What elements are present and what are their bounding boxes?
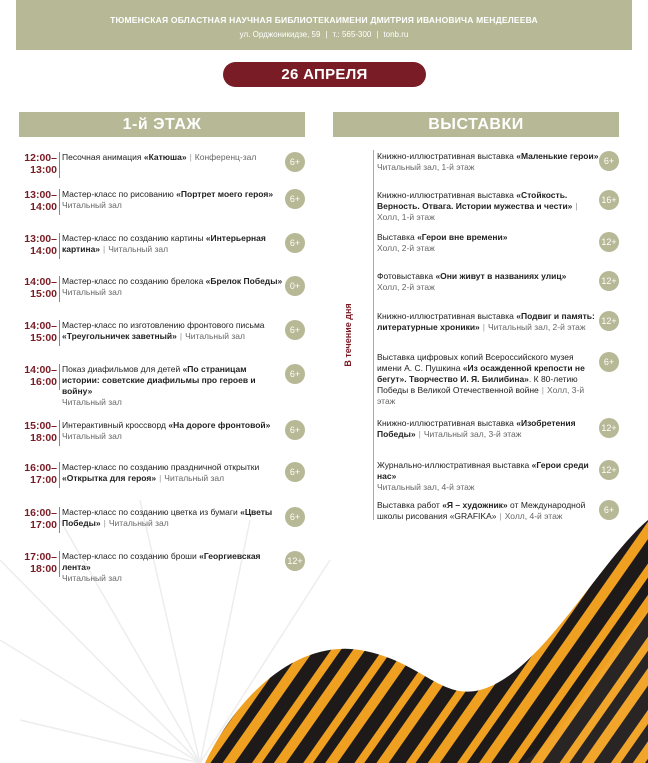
end-time: 18:00	[30, 563, 57, 575]
location: Читальный зал, 3-й этаж	[423, 429, 522, 439]
item-description	[377, 271, 599, 293]
event-body	[62, 364, 284, 408]
item-description	[62, 189, 284, 211]
item-description	[62, 320, 284, 342]
divider	[59, 462, 60, 488]
description-text: Мастер-класс по созданию брелока	[62, 276, 206, 286]
separator: |	[179, 331, 183, 341]
age-rating-badge: 12+	[599, 311, 619, 331]
event-title: «Герои среди нас»	[377, 460, 589, 481]
age-rating-badge: 16+	[599, 190, 619, 210]
divider	[59, 152, 60, 178]
age-rating-badge: 12+	[285, 551, 305, 571]
header-banner	[16, 0, 632, 50]
event-time	[19, 233, 57, 257]
exhibition-body	[377, 232, 599, 254]
item-description	[62, 551, 284, 584]
description-text: Мастер-класс по созданию праздничной открытки	[62, 462, 260, 472]
location: Читальный зал	[185, 331, 245, 341]
location: Холл, 1-й этаж	[377, 212, 435, 222]
phone: т.: 565-300	[332, 30, 372, 39]
event-time	[19, 189, 57, 213]
divider	[59, 276, 60, 302]
event-time	[19, 507, 57, 531]
age-rating-badge: 6+	[285, 507, 305, 527]
event-body	[62, 420, 284, 442]
location: Читальный зал	[108, 518, 169, 528]
end-time: 15:00	[30, 332, 57, 344]
first-floor-title: 1-й ЭТАЖ	[19, 112, 305, 137]
event-title: «Открытка для героя»	[62, 473, 157, 483]
location: Холл, 3-й этаж	[377, 385, 585, 406]
location: Читальный зал, 4-й этаж	[377, 482, 475, 492]
item-description	[377, 500, 599, 522]
end-time: 17:00	[30, 474, 57, 486]
item-description	[62, 233, 284, 255]
location: Читальный зал	[62, 287, 122, 297]
description-text: Выставка цифровых копий Всероссийского музея имени А. С. Пушкина	[377, 352, 574, 373]
event-title: «Брелок Победы»	[205, 276, 283, 286]
event-title: «Они живут в названиях улиц»	[435, 271, 567, 281]
start-time: 17:00–	[24, 551, 57, 563]
item-description	[377, 418, 599, 440]
age-rating-badge: 6+	[599, 500, 619, 520]
age-rating-badge: 6+	[285, 462, 305, 482]
description-text: Мастер-класс по созданию броши	[62, 551, 200, 561]
description-text: Выставка работ	[377, 500, 443, 510]
description-text: Книжно-иллюстративная выставка	[377, 151, 517, 161]
exhibitions-divider	[373, 150, 374, 520]
event-time	[19, 420, 57, 444]
exhibition-body	[377, 311, 599, 333]
address: ул. Орджоникидзе, 59	[239, 30, 321, 39]
location: Читальный зал	[108, 244, 169, 254]
item-description	[377, 151, 599, 173]
location: Читальный зал	[62, 431, 122, 441]
item-description	[62, 276, 284, 298]
event-title: «Изобретения Победы»	[377, 418, 576, 439]
description-text: Книжно-иллюстративная выставка	[377, 418, 517, 428]
location: Холл, 4-й этаж	[504, 511, 563, 521]
event-title: «Портрет моего героя»	[176, 189, 274, 199]
separator: |	[418, 429, 421, 439]
description-text: от Международной школы рисования «GRAFIKA»	[377, 500, 586, 521]
age-rating-badge: 6+	[285, 420, 305, 440]
end-time: 15:00	[30, 288, 57, 300]
location: Конференц-зал	[194, 152, 257, 162]
description-text: Книжно-иллюстративная выставка	[377, 311, 517, 321]
separator: |	[499, 511, 502, 521]
end-time: 17:00	[30, 519, 57, 531]
event-body	[62, 551, 284, 584]
age-rating-badge: 6+	[599, 151, 619, 171]
event-body	[62, 189, 284, 211]
event-body	[62, 320, 284, 342]
location: Холл, 2-й этаж	[377, 243, 435, 253]
separator: |	[325, 30, 328, 39]
exhibition-row	[377, 151, 621, 173]
start-time: 14:00–	[24, 320, 57, 332]
age-rating-badge: 0+	[285, 276, 305, 296]
location: Читальный зал	[164, 473, 225, 483]
description-text: Журнально-иллюстративная выставка	[377, 460, 532, 470]
start-time: 14:00–	[24, 276, 57, 288]
exhibition-body	[377, 352, 599, 407]
event-time	[19, 276, 57, 300]
site-link[interactable]: tonb.ru	[383, 30, 409, 39]
description-text: Мастер-класс по созданию картины	[62, 233, 206, 243]
location: Читальный зал, 1-й этаж	[377, 162, 475, 172]
event-title: «Подвиг и память: литературные хроники»	[377, 311, 595, 332]
organization-name: ТЮМЕНСКАЯ ОБЛАСТНАЯ НАУЧНАЯ БИБЛИОТЕКАИМЕНИ ДМИТРИЯ ИВАНОВИЧА МЕНДЕЛЕЕВА	[110, 15, 538, 25]
exhibition-body	[377, 151, 599, 173]
event-title: «Я – художник»	[442, 500, 508, 510]
start-time: 16:00–	[24, 462, 57, 474]
event-title: «Маленькие герои»	[516, 151, 599, 161]
location: Читальный зал	[62, 200, 122, 210]
separator: |	[103, 518, 106, 528]
start-time: 14:00–	[24, 364, 57, 376]
event-title: «Цветы Победы»	[62, 507, 273, 528]
event-body	[62, 507, 284, 529]
separator: |	[103, 244, 106, 254]
divider	[59, 551, 60, 577]
age-rating-badge: 12+	[599, 271, 619, 291]
description-text: Песочная анимация	[62, 152, 144, 162]
age-rating-badge: 12+	[599, 232, 619, 252]
end-time: 16:00	[30, 376, 57, 388]
item-description	[377, 190, 599, 223]
event-time	[19, 364, 57, 388]
event-time	[19, 551, 57, 575]
age-rating-badge: 12+	[599, 418, 619, 438]
exhibition-row	[377, 500, 621, 522]
contacts-line	[16, 30, 632, 39]
start-time: 13:00–	[24, 233, 57, 245]
age-rating-badge: 12+	[599, 460, 619, 480]
event-title: «Из осажденной крепости не бегут». Творчество И. Я. Билибина»	[377, 363, 585, 384]
event-title: «Георгиевская лента»	[62, 551, 261, 572]
description-text: Книжно-иллюстративная выставка	[377, 190, 517, 200]
description-text: Показ диафильмов для детей	[62, 364, 183, 374]
age-rating-badge: 6+	[285, 152, 305, 172]
description-text: Мастер-класс по изготовлению фронтового письма	[62, 320, 265, 330]
item-description	[62, 364, 284, 408]
description-text: Интерактивный кроссворд	[62, 420, 169, 430]
age-rating-badge: 6+	[285, 320, 305, 340]
exhibition-row	[377, 460, 621, 493]
event-body	[62, 462, 284, 484]
location: Читальный зал, 2-й этаж	[488, 322, 586, 332]
exhibition-body	[377, 271, 599, 293]
exhibition-row	[377, 352, 621, 407]
location: Читальный зал	[62, 573, 122, 583]
start-time: 15:00–	[24, 420, 57, 432]
separator: |	[541, 385, 544, 395]
start-time: 12:00–	[24, 152, 57, 164]
description-text: Выставка	[377, 232, 418, 242]
item-description	[377, 232, 599, 254]
exhibition-body	[377, 418, 599, 440]
separator: |	[575, 201, 578, 211]
divider	[59, 507, 60, 533]
age-rating-badge: 6+	[285, 364, 305, 384]
separator: |	[482, 322, 485, 332]
divider	[59, 189, 60, 215]
description-text: . К 80-летию Победы в Великой Отечественной войне	[377, 374, 578, 395]
exhibition-row	[377, 418, 621, 440]
exhibition-row	[377, 232, 621, 254]
during-day-label: В течение дня	[343, 303, 353, 367]
event-time	[19, 152, 57, 176]
end-time: 14:00	[30, 201, 57, 213]
separator: |	[159, 473, 162, 483]
divider	[59, 420, 60, 446]
item-description	[62, 462, 284, 484]
separator: |	[189, 152, 192, 162]
divider	[59, 233, 60, 259]
divider	[59, 364, 60, 390]
exhibition-row	[377, 311, 621, 333]
event-body	[62, 233, 284, 255]
start-time: 16:00–	[24, 507, 57, 519]
end-time: 18:00	[30, 432, 57, 444]
exhibition-row	[377, 190, 621, 223]
location: Холл, 2-й этаж	[377, 282, 435, 292]
exhibitions-title: ВЫСТАВКИ	[333, 112, 619, 137]
exhibition-body	[377, 190, 599, 223]
date-badge: 26 АПРЕЛЯ	[223, 62, 426, 87]
description-text: Мастер-класс по созданию цветка из бумаги	[62, 507, 241, 517]
event-title: «По страницам истории: советские диафильмы про героев и войну»	[62, 364, 256, 396]
exhibition-row	[377, 271, 621, 293]
event-title: «Интерьерная картина»	[62, 233, 266, 254]
item-description	[62, 420, 284, 442]
end-time: 13:00	[30, 164, 57, 176]
event-title: «Катюша»	[143, 152, 187, 162]
event-body	[62, 152, 284, 163]
event-time	[19, 462, 57, 486]
item-description	[377, 460, 599, 493]
separator: |	[376, 30, 379, 39]
event-title: «Стойкость. Верность. Отвага. Истории мужества и чести»	[377, 190, 573, 211]
exhibition-body	[377, 460, 599, 493]
event-body	[62, 276, 284, 298]
item-description	[377, 311, 599, 333]
age-rating-badge: 6+	[285, 233, 305, 253]
event-title: «Треугольничек заветный»	[62, 331, 177, 341]
start-time: 13:00–	[24, 189, 57, 201]
item-description	[62, 507, 284, 529]
age-rating-badge: 6+	[285, 189, 305, 209]
exhibition-body	[377, 500, 599, 522]
location: Читальный зал	[62, 397, 122, 407]
description-text: Мастер-класс по рисованию	[62, 189, 177, 199]
age-rating-badge: 6+	[599, 352, 619, 372]
event-title: «Герои вне времени»	[417, 232, 508, 242]
description-text: Фотовыставка	[377, 271, 436, 281]
end-time: 14:00	[30, 245, 57, 257]
divider	[59, 320, 60, 346]
event-time	[19, 320, 57, 344]
item-description	[62, 152, 284, 163]
item-description	[377, 352, 599, 407]
event-title: «На дороге фронтовой»	[168, 420, 271, 430]
